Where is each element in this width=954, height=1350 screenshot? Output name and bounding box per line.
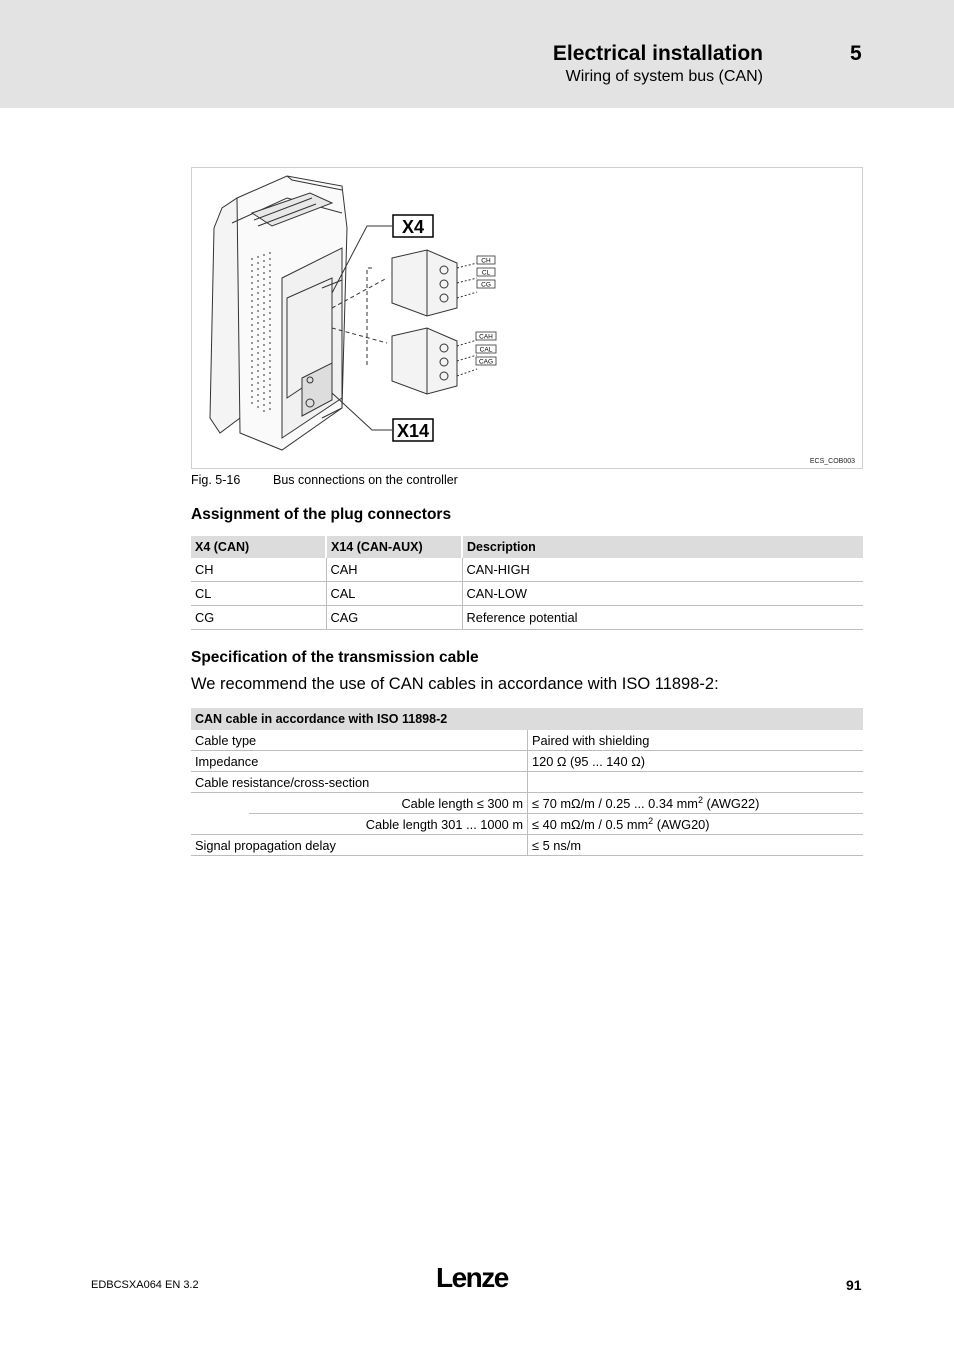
- assignment-table: [191, 536, 863, 630]
- controller-drawing: [192, 168, 864, 470]
- pin-label: CAL: [479, 346, 493, 354]
- pin-label: CAH: [479, 333, 493, 341]
- table-header-row: [191, 536, 863, 558]
- table-row: [191, 814, 863, 835]
- pin-label: CAG: [478, 358, 494, 366]
- table-row: [191, 793, 863, 814]
- table-header: CAN cable in accordance with ISO 11898-2: [191, 708, 863, 730]
- table-cell: CAH: [326, 558, 462, 582]
- figure-caption: [191, 473, 458, 487]
- pin-label: CH: [481, 257, 491, 265]
- column-header: X14 (CAN-AUX): [326, 536, 462, 558]
- figure-number: Fig. 5-16: [191, 473, 241, 487]
- page-header: [0, 0, 954, 108]
- chapter-title: Electrical installation: [552, 42, 763, 65]
- table-cell: CH: [191, 558, 326, 582]
- table-row: [191, 751, 863, 772]
- table-cell: CG: [191, 606, 326, 630]
- table-row: [191, 772, 863, 793]
- table-cell: Reference potential: [462, 606, 863, 630]
- table-row: [191, 582, 863, 606]
- table-cell: CAN-HIGH: [462, 558, 863, 582]
- table-row: [191, 558, 863, 582]
- specification-intro: We recommend the use of CAN cables in accordance with ISO 11898-2:: [191, 675, 719, 693]
- cable-spec-table: [191, 708, 863, 856]
- x4-label: X4: [401, 217, 425, 237]
- document-id: EDBCSXA064 EN 3.2: [91, 1279, 199, 1291]
- length-1000-value: ≤ 40 mΩ/m / 0.5 $mm^2$ (AWG20): [528, 814, 864, 835]
- lenze-logo: Lenze: [436, 1262, 508, 1293]
- bus-connection-figure: [191, 167, 863, 469]
- table-header-row: [191, 708, 863, 730]
- figure-code: ECS_COB003: [809, 458, 855, 465]
- pin-label: CL: [481, 269, 491, 277]
- impedance-value: 120 Ω (95 ... 140 Ω): [528, 751, 864, 772]
- delay-label: Signal propagation delay: [191, 835, 528, 856]
- figure-caption-text: Bus connections on the controller: [273, 473, 458, 487]
- table-cell: CAG: [326, 606, 462, 630]
- cable-type-value: Paired with shielding: [528, 730, 864, 751]
- page-number: 91: [846, 1277, 862, 1293]
- table-row: [191, 730, 863, 751]
- cable-type-label: Cable type: [191, 730, 528, 751]
- specification-heading: Specification of the transmission cable: [191, 649, 479, 666]
- x14-label: X14: [396, 421, 430, 441]
- resistance-value: [528, 772, 864, 793]
- resistance-label: Cable resistance/cross-section: [191, 772, 528, 793]
- length-1000-label: Cable length 301 ... 1000 m: [249, 814, 528, 835]
- table-cell: CAL: [326, 582, 462, 606]
- delay-value: ≤ 5 ns/m: [528, 835, 864, 856]
- table-row: [191, 606, 863, 630]
- table-cell: CL: [191, 582, 326, 606]
- length-300-label: Cable length ≤ 300 m: [249, 793, 528, 814]
- chapter-number: 5: [850, 42, 862, 65]
- chapter-subtitle: Wiring of system bus (CAN): [565, 68, 763, 85]
- table-row: [191, 835, 863, 856]
- length-300-value: ≤ 70 mΩ/m / 0.25 ... 0.34 $mm^2$ (AWG22): [528, 793, 864, 814]
- column-header: X4 (CAN): [191, 536, 326, 558]
- column-header: Description: [462, 536, 863, 558]
- assignment-heading: Assignment of the plug connectors: [191, 506, 452, 523]
- pin-label: CG: [481, 281, 491, 289]
- impedance-label: Impedance: [191, 751, 528, 772]
- table-cell: CAN-LOW: [462, 582, 863, 606]
